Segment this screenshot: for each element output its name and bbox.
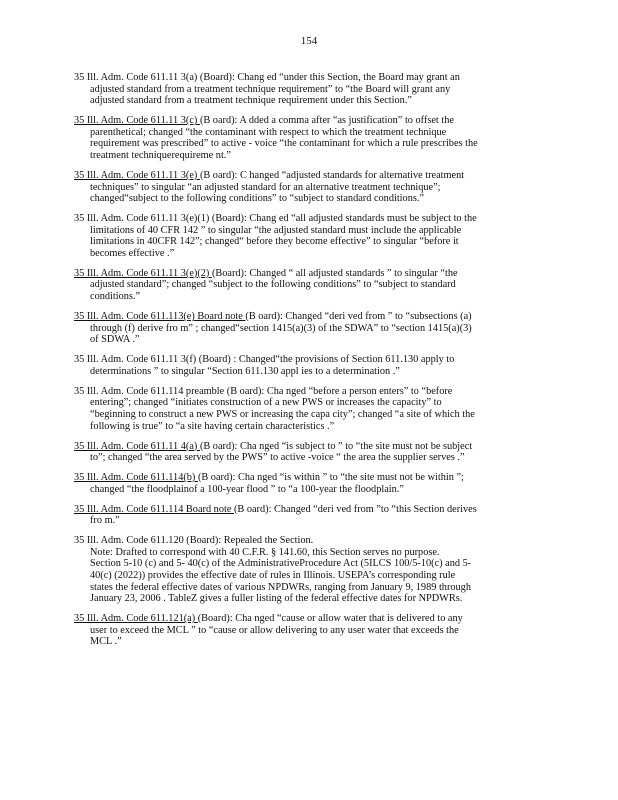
entry-text: user to exceed the MCL ” to “cause or allow delivering to any user water that exceeds the: [90, 624, 459, 636]
entry-line: [74, 95, 548, 107]
entry-text: of SDWA .”: [90, 334, 140, 346]
entry-line: [74, 236, 548, 248]
entry-text: limitations of 40 CFR 142 ” to singular “the adjusted standard must include the applicable: [90, 224, 462, 236]
comment-entry: [74, 354, 548, 377]
entry-line: [74, 323, 548, 335]
entry-line: [74, 291, 548, 303]
entry-text: MCL .”: [90, 636, 122, 648]
entry-text: (B oard): A dded a comma after “as justification” to offset the: [199, 115, 454, 127]
entry-text: (Board): Changed “ all adjusted standards ” to singular “the: [211, 267, 458, 279]
entry-text: “beginning to construct a new PWS or increasing the capa city”; changed “a site of which the: [90, 408, 475, 420]
entry-line: [74, 84, 548, 96]
entry-line: [74, 441, 548, 453]
entry-line: [74, 504, 548, 516]
entry-text: changed “the floodplainof a 100-year flood ” to “a 100-year the floodplain.”: [90, 483, 404, 495]
entry-text: 35 Ill. Adm. Code 611.11 3(a) (Board): Chang ed “under this Section, the Board may grant an: [74, 72, 460, 83]
entry-text: requirement was prescribed” to active - voice “the contaminant for which a rule prescribes the: [90, 138, 478, 150]
entry-line: [74, 138, 548, 150]
citation-underlined: 35 Ill. Adm. Code 611.114(b): [74, 472, 198, 484]
entry-line: [74, 409, 548, 421]
entry-text: (B oard): Cha nged “is subject to ” to “the site must not be subject: [199, 440, 473, 452]
entry-line: [74, 127, 548, 139]
entry-text: (B oard): Cha nged “is within ” to “the site must not be within ”;: [197, 472, 464, 484]
entry-line: [74, 397, 548, 409]
entry-text: techniques” to singular “an adjusted standard for an alternative treatment technique”;: [90, 181, 441, 193]
citation-underlined: 35 Ill. Adm. Code 611.114 Board note: [74, 503, 234, 515]
entry-text: fro m.”: [90, 515, 120, 527]
entry-text: limitations in 40CFR 142”; changed“ before they become effective” to singular “before it: [90, 236, 459, 248]
entry-line: [74, 484, 548, 496]
entry-line: [74, 72, 548, 84]
entry-text: becomes effective .”: [90, 247, 175, 259]
entry-text: entering”; changed “initiates construction of a new PWS or increases the capacity” to: [90, 397, 442, 409]
entry-line: [74, 268, 548, 280]
entries-list: [74, 72, 548, 656]
entry-line: [74, 354, 548, 366]
entry-text: following is true” to “a site having certain characteristics .”: [90, 420, 335, 432]
page-number: 154: [300, 35, 318, 47]
entry-text: determinations ” to singular “Section 611.130 appl ies to a determination .”: [90, 365, 400, 377]
entry-text: conditions.”: [90, 291, 141, 303]
entry-line: [74, 515, 548, 527]
entry-line: [74, 547, 548, 559]
comment-entry: [74, 613, 548, 648]
entry-text: (B oard): C hanged “adjusted standards for alternative treatment: [199, 169, 465, 181]
entry-line: [74, 213, 548, 225]
comment-entry: [74, 170, 548, 205]
entry-text: (Board): Cha nged “cause or allow water that is delivered to any: [197, 613, 463, 625]
entry-line: [74, 636, 548, 648]
entry-line: [74, 366, 548, 378]
entry-line: [74, 386, 548, 398]
entry-text: January 23, 2006 . TableZ gives a fuller listing of the federal effective dates for NPDWRs.: [90, 593, 463, 605]
entry-text: adjusted standard from a treatment technique requirement under this Section.”: [90, 95, 412, 107]
entry-text: 35 Ill. Adm. Code 611.120 (Board): Repealed the Section.: [74, 535, 314, 547]
entry-line: [74, 472, 548, 484]
entry-line: [74, 150, 548, 162]
comment-entry: [74, 386, 548, 432]
entry-line: [74, 535, 548, 547]
entry-text: adjusted standard from a treatment technique requirement” to “the Board will grant any: [90, 83, 451, 95]
entry-text: changed“subject to the following conditions” to “subject to standard conditions.”: [90, 193, 424, 205]
entry-text: treatment techniquerequireme nt.”: [90, 149, 231, 161]
entry-text: Section 5-10 (c) and 5- 40(c) of the AdministrativeProcedure Act (5ILCS 100/5-10(c) and 5-: [90, 558, 472, 570]
entry-line: [74, 558, 548, 570]
comment-entry: [74, 213, 548, 259]
comment-entry: [74, 535, 548, 605]
entry-text: (B oard): Changed “deri ved from ” to “subsections (a): [245, 311, 472, 323]
citation-underlined: 35 Ill. Adm. Code 611.11 3(c): [74, 115, 200, 127]
citation-underlined: 35 Ill. Adm. Code 611.11 4(a): [74, 440, 200, 452]
entry-text: Note: Drafted to correspond with 40 C.F.R. § 141.60, this Section serves no purpose.: [90, 546, 440, 558]
entry-line: [74, 225, 548, 237]
citation-underlined: 35 Ill. Adm. Code 611.121(a): [74, 613, 198, 625]
citation-underlined: 35 Ill. Adm. Code 611.11 3(e): [74, 169, 200, 181]
entry-line: [74, 248, 548, 260]
entry-text: parenthetical; changed “the contaminant with respect to which the treatment technique: [90, 126, 447, 138]
entry-line: [74, 334, 548, 346]
entry-line: [74, 421, 548, 433]
entry-line: [74, 311, 548, 323]
citation-underlined: 35 Ill. Adm. Code 611.11 3(e)(2): [74, 267, 212, 279]
entry-line: [74, 193, 548, 205]
entry-text: to”; changed “the area served by the PWS” to active -voice “ the area the supplier serves .”: [90, 452, 465, 464]
comment-entry: [74, 472, 548, 495]
comment-entry: [74, 268, 548, 303]
comment-entry: [74, 72, 548, 107]
entry-line: [74, 182, 548, 194]
comment-entry: [74, 441, 548, 464]
entry-line: [74, 115, 548, 127]
entry-text: 35 Ill. Adm. Code 611.114 preamble (B oard): Cha nged “before a person enters” to “before: [74, 385, 453, 397]
entry-line: [74, 570, 548, 582]
entry-line: [74, 582, 548, 594]
entry-text: states the federal effective dates of various NPDWRs, ranging from January 9, 1989 through: [90, 581, 471, 593]
entry-text: 35 Ill. Adm. Code 611.11 3(e)(1) (Board): Chang ed “all adjusted standards must be subject to the: [74, 213, 477, 225]
entry-line: [74, 593, 548, 605]
entry-line: [74, 613, 548, 625]
entry-text: through (f) derive fro m” ; changed“section 1415(a)(3) of the SDWA” to “section 1415(a)(3): [90, 322, 472, 334]
citation-underlined: 35 Ill. Adm. Code 611.113(e) Board note: [74, 311, 246, 323]
entry-line: [74, 452, 548, 464]
entry-text: 40(c) (2022)) provides the effective date of rules in Illinois. USEPA’s corresponding rule: [90, 570, 456, 582]
entry-text: (B oard): Changed “deri ved from ”to “this Section derives: [233, 503, 477, 515]
entry-text: 35 Ill. Adm. Code 611.11 3(f) (Board) : Changed“the provisions of Section 611.130 apply to: [74, 354, 455, 366]
entry-line: [74, 279, 548, 291]
comment-entry: [74, 504, 548, 527]
comment-entry: [74, 115, 548, 161]
entry-line: [74, 625, 548, 637]
entry-line: [74, 170, 548, 182]
comment-entry: [74, 311, 548, 346]
entry-text: adjusted standard”; changed “subject to the following conditions” to “subject to standard: [90, 279, 456, 291]
